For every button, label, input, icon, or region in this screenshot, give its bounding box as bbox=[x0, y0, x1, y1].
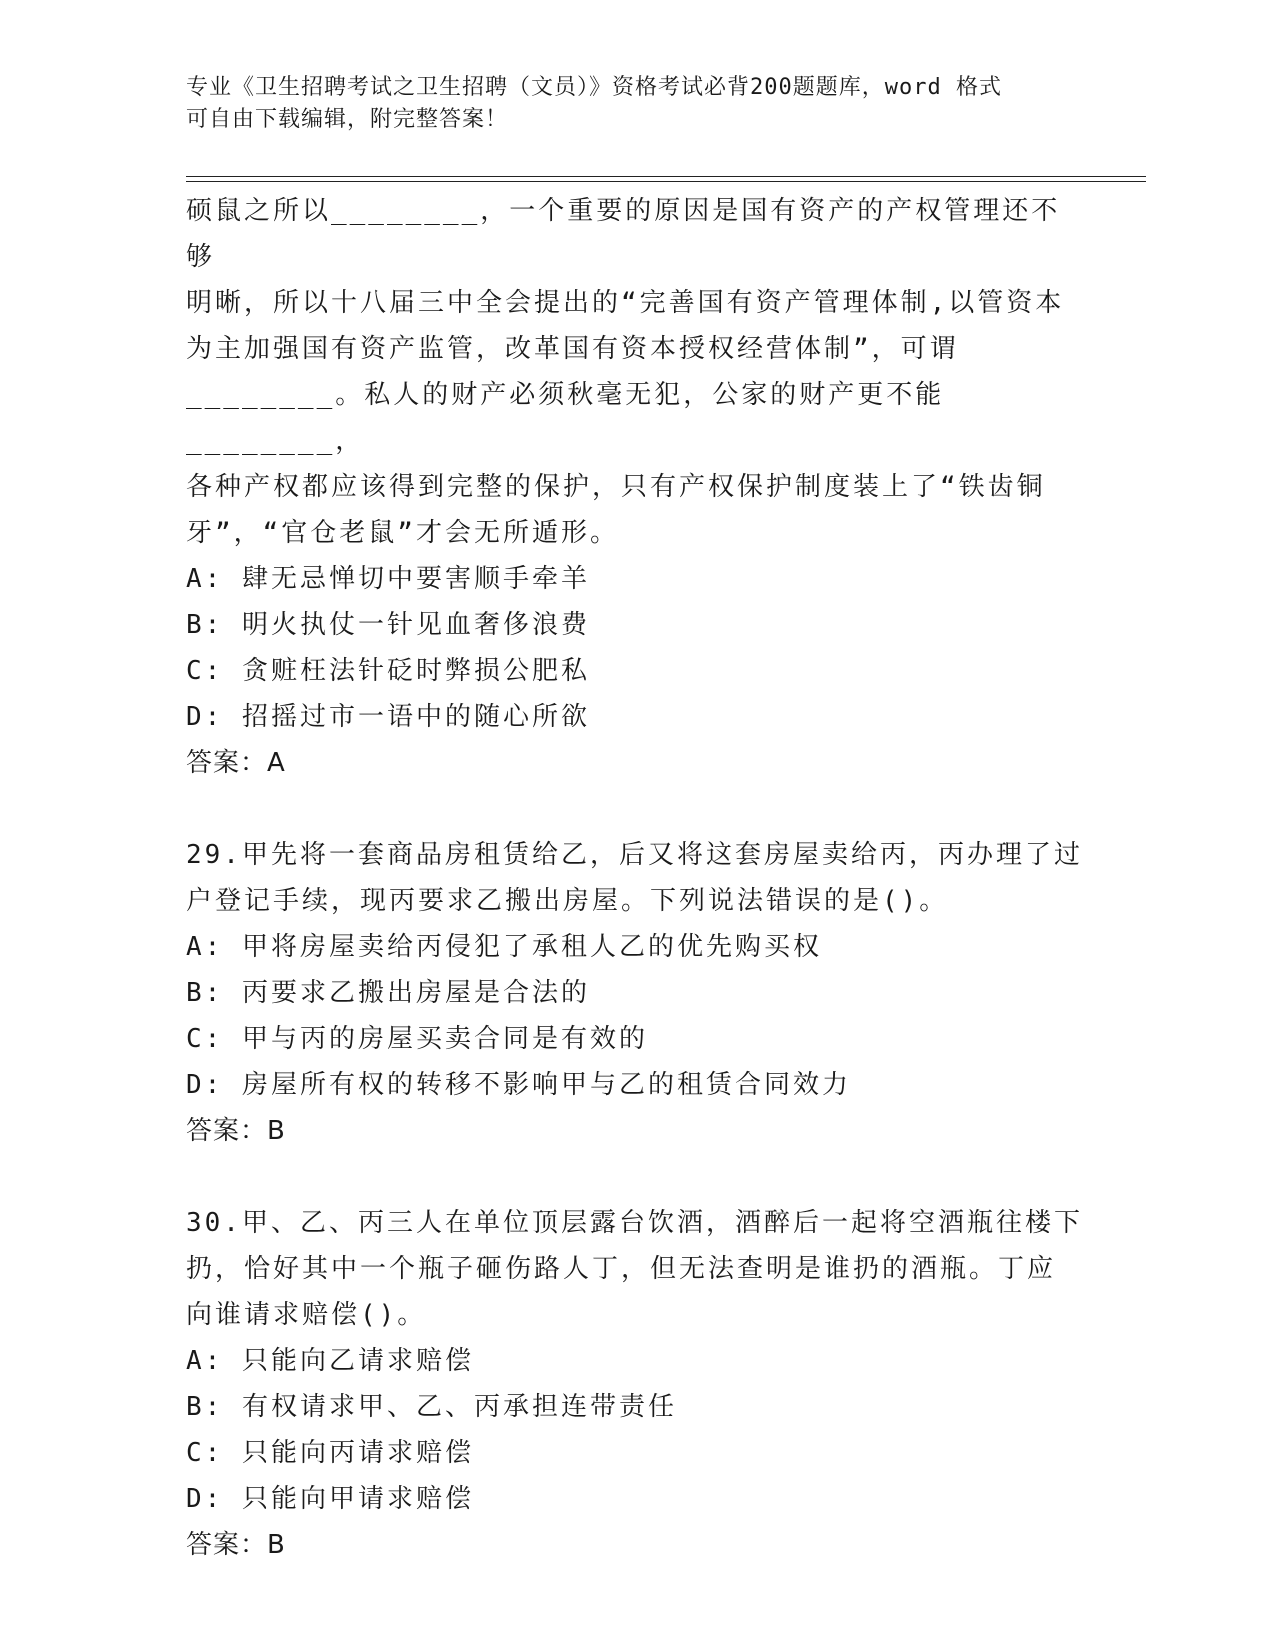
option-d: D: 房屋所有权的转移不影响甲与乙的租赁合同效力 bbox=[186, 1070, 851, 1100]
option-d: D: 只能向甲请求赔偿 bbox=[186, 1484, 474, 1514]
header-divider-bottom bbox=[186, 181, 1146, 182]
question-stem-line: 明晰，所以十八届三中全会提出的“完善国有资产管理体制,以管资本 bbox=[186, 288, 1065, 318]
option-a: A: 肆无忌惮切中要害顺手牵羊 bbox=[186, 564, 590, 594]
question-stem-line: 30.甲、乙、丙三人在单位顶层露台饮酒，酒醉后一起将空酒瓶往楼下 bbox=[186, 1208, 1083, 1238]
header-line-1: 专业《卫生招聘考试之卫生招聘（文员）》资格考试必背200题题库，word 格式 bbox=[186, 75, 1002, 100]
question-stem-line: ________。私人的财产必须秋毫无犯，公家的财产更不能________， bbox=[186, 380, 945, 456]
option-b: B: 明火执仗一针见血奢侈浪费 bbox=[186, 610, 590, 640]
question-stem-line: 牙”，“官仓老鼠”才会无所遁形。 bbox=[186, 518, 619, 548]
question-stem-line: 硕鼠之所以________，一个重要的原因是国有资产的产权管理还不够 bbox=[186, 196, 1061, 272]
document-header bbox=[186, 72, 1086, 136]
option-b: B: 丙要求乙搬出房屋是合法的 bbox=[186, 978, 590, 1008]
header-divider-top bbox=[186, 176, 1146, 177]
question-stem-line: 向谁请求赔偿()。 bbox=[186, 1300, 427, 1330]
option-c: C: 只能向丙请求赔偿 bbox=[186, 1438, 474, 1468]
option-a: A: 只能向乙请求赔偿 bbox=[186, 1346, 474, 1376]
answer-line: 答案：A bbox=[186, 748, 286, 778]
question-stem-line: 为主加强国有资产监管，改革国有资本授权经营体制”，可谓 bbox=[186, 334, 959, 364]
option-c: C: 甲与丙的房屋买卖合同是有效的 bbox=[186, 1024, 648, 1054]
question-29 bbox=[186, 832, 1086, 1154]
answer-line: 答案：B bbox=[186, 1530, 286, 1560]
question-stem-line: 29.甲先将一套商品房租赁给乙，后又将这套房屋卖给丙，丙办理了过 bbox=[186, 840, 1083, 870]
option-c: C: 贪赃枉法针砭时弊损公肥私 bbox=[186, 656, 590, 686]
header-line-2: 可自由下载编辑，附完整答案！ bbox=[186, 107, 509, 132]
question-28 bbox=[186, 188, 1086, 786]
question-stem-line: 户登记手续，现丙要求乙搬出房屋。下列说法错误的是()。 bbox=[186, 886, 949, 916]
option-b: B: 有权请求甲、乙、丙承担连带责任 bbox=[186, 1392, 677, 1422]
option-a: A: 甲将房屋卖给丙侵犯了承租人乙的优先购买权 bbox=[186, 932, 822, 962]
question-stem-line: 扔，恰好其中一个瓶子砸伤路人丁，但无法查明是谁扔的酒瓶。丁应 bbox=[186, 1254, 1057, 1284]
question-list bbox=[186, 188, 1086, 1614]
question-stem-line: 各种产权都应该得到完整的保护，只有产权保护制度装上了“铁齿铜 bbox=[186, 472, 1046, 502]
option-d: D: 招摇过市一语中的随心所欲 bbox=[186, 702, 590, 732]
answer-line: 答案：B bbox=[186, 1116, 286, 1146]
question-30 bbox=[186, 1200, 1086, 1568]
